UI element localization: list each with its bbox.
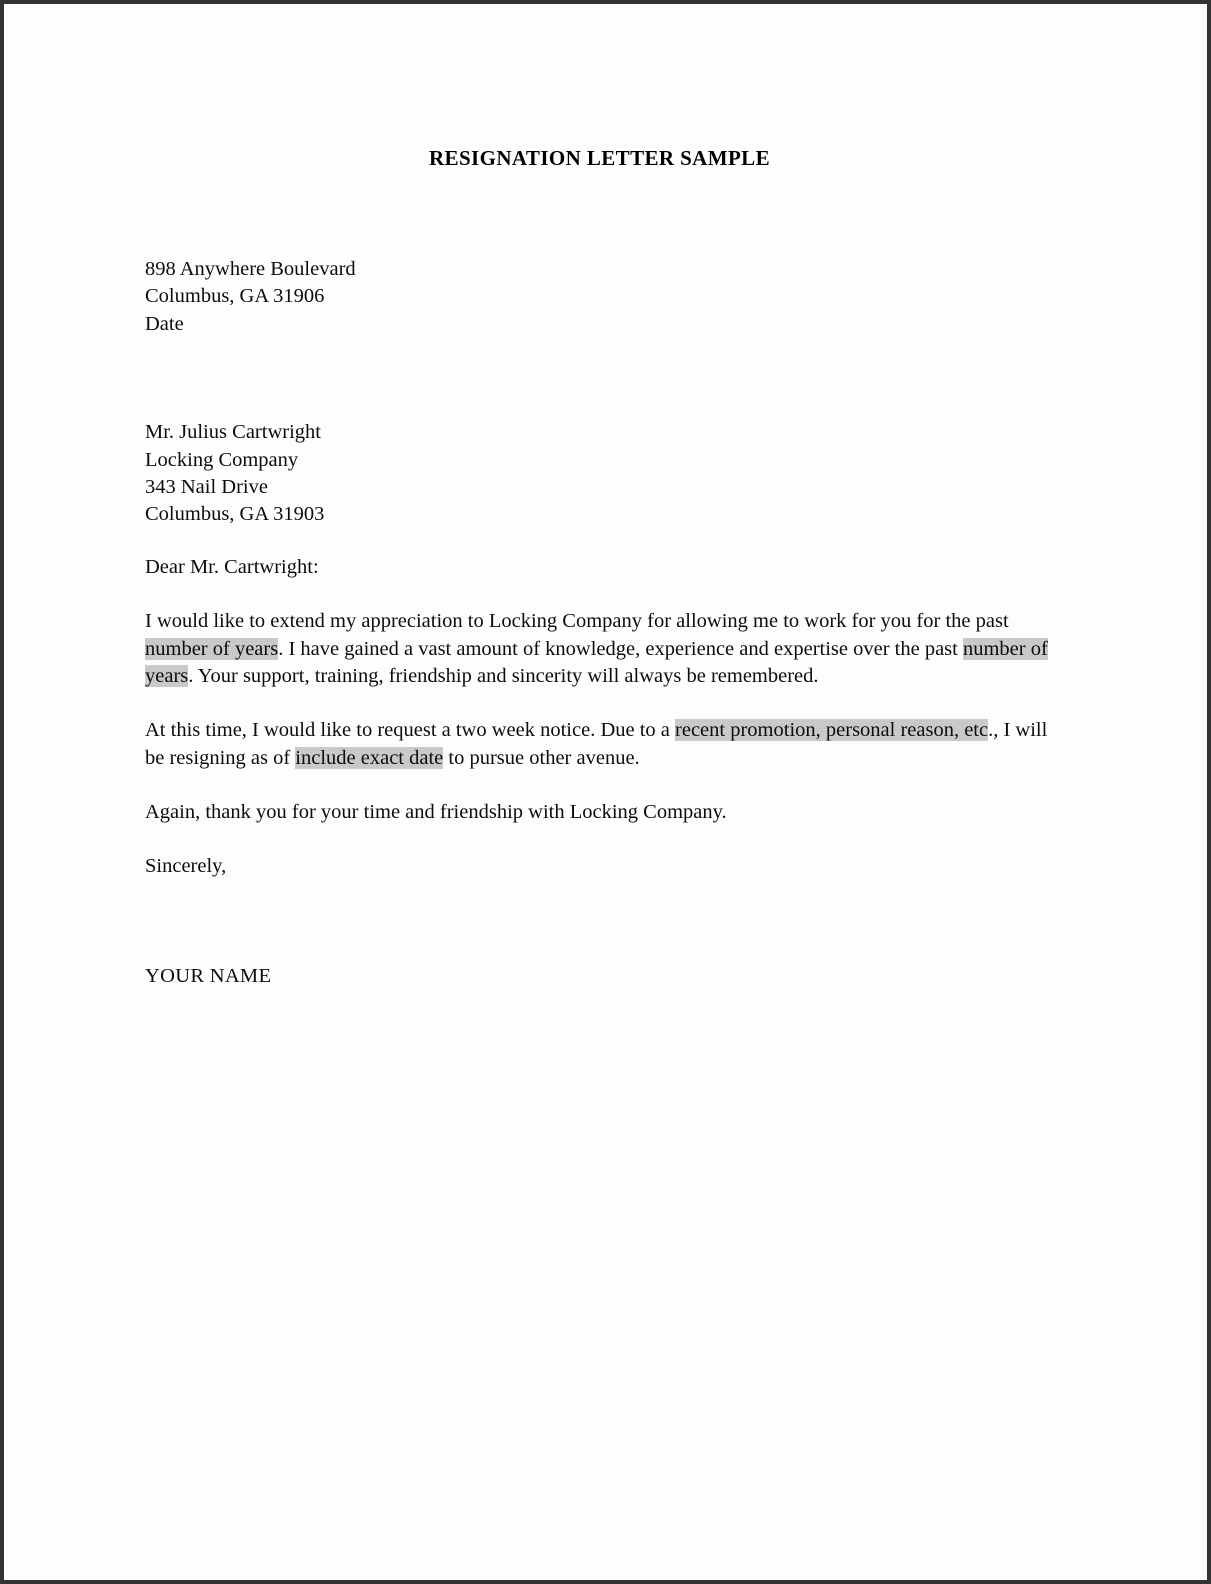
paragraph-2-text-part-1: At this time, I would like to request a two week notice. Due to a	[145, 719, 676, 742]
recipient-address-line-3: 343 Nail Drive	[145, 476, 268, 499]
letter-sheet	[4, 4, 1207, 1580]
sender-address-line-3: Date	[145, 312, 184, 335]
recipient-address-block	[145, 419, 1060, 529]
spacer-before-paragraph-2	[145, 690, 1060, 717]
spacer-before-paragraph-1	[145, 581, 1060, 608]
letter-body	[145, 256, 1060, 991]
spacer-after-sender-address	[145, 338, 1060, 419]
recipient-address-line-2: Locking Company	[145, 448, 299, 471]
paragraph-1-highlight-2: number of years	[145, 637, 1048, 688]
paragraph-1-text-part-1: I would like to extend my appreciation to Locking Company for allowing me to work for you for the past	[145, 610, 1009, 633]
recipient-address-line-4: Columbus, GA 31903	[145, 503, 325, 526]
spacer-before-closing	[145, 827, 1060, 853]
paragraph-1-text-part-2: . I have gained a vast amount of knowledge, experience and expertise over the past	[278, 637, 963, 660]
paragraph-2-text-part-2: ., I will be resigning as of	[145, 719, 1048, 769]
paragraph-2-highlight-1: recent promotion, personal reason, etc	[675, 719, 989, 742]
sender-address-line-2: Columbus, GA 31906	[145, 285, 325, 308]
paragraph-2	[145, 717, 1060, 772]
sender-address-block	[145, 256, 1060, 338]
salutation: Dear Mr. Cartwright:	[145, 555, 319, 578]
sender-address-line-1: 898 Anywhere Boulevard	[145, 258, 356, 280]
paragraph-1-highlight-1: number of years	[145, 637, 279, 660]
paragraph-1-text-part-3: . Your support, training, friendship and sincerity will always be remembered.	[188, 665, 819, 688]
spacer-signature-line	[145, 880, 1060, 963]
page-title: RESIGNATION LETTER SAMPLE	[428, 146, 771, 170]
spacer-before-paragraph-3	[145, 772, 1060, 799]
recipient-address-line-1: Mr. Julius Cartwright	[145, 421, 321, 444]
paragraph-3: Again, thank you for your time and friendship with Locking Company.	[145, 801, 727, 824]
paragraph-1	[145, 608, 1060, 690]
paragraph-2-text-part-3: to pursue other avenue.	[443, 746, 640, 769]
closing-salutation: Sincerely,	[145, 854, 227, 877]
paragraph-2-highlight-2: include exact date	[295, 746, 444, 769]
signature-name: YOUR NAME	[145, 965, 272, 988]
spacer-after-recipient-address	[145, 529, 1060, 554]
